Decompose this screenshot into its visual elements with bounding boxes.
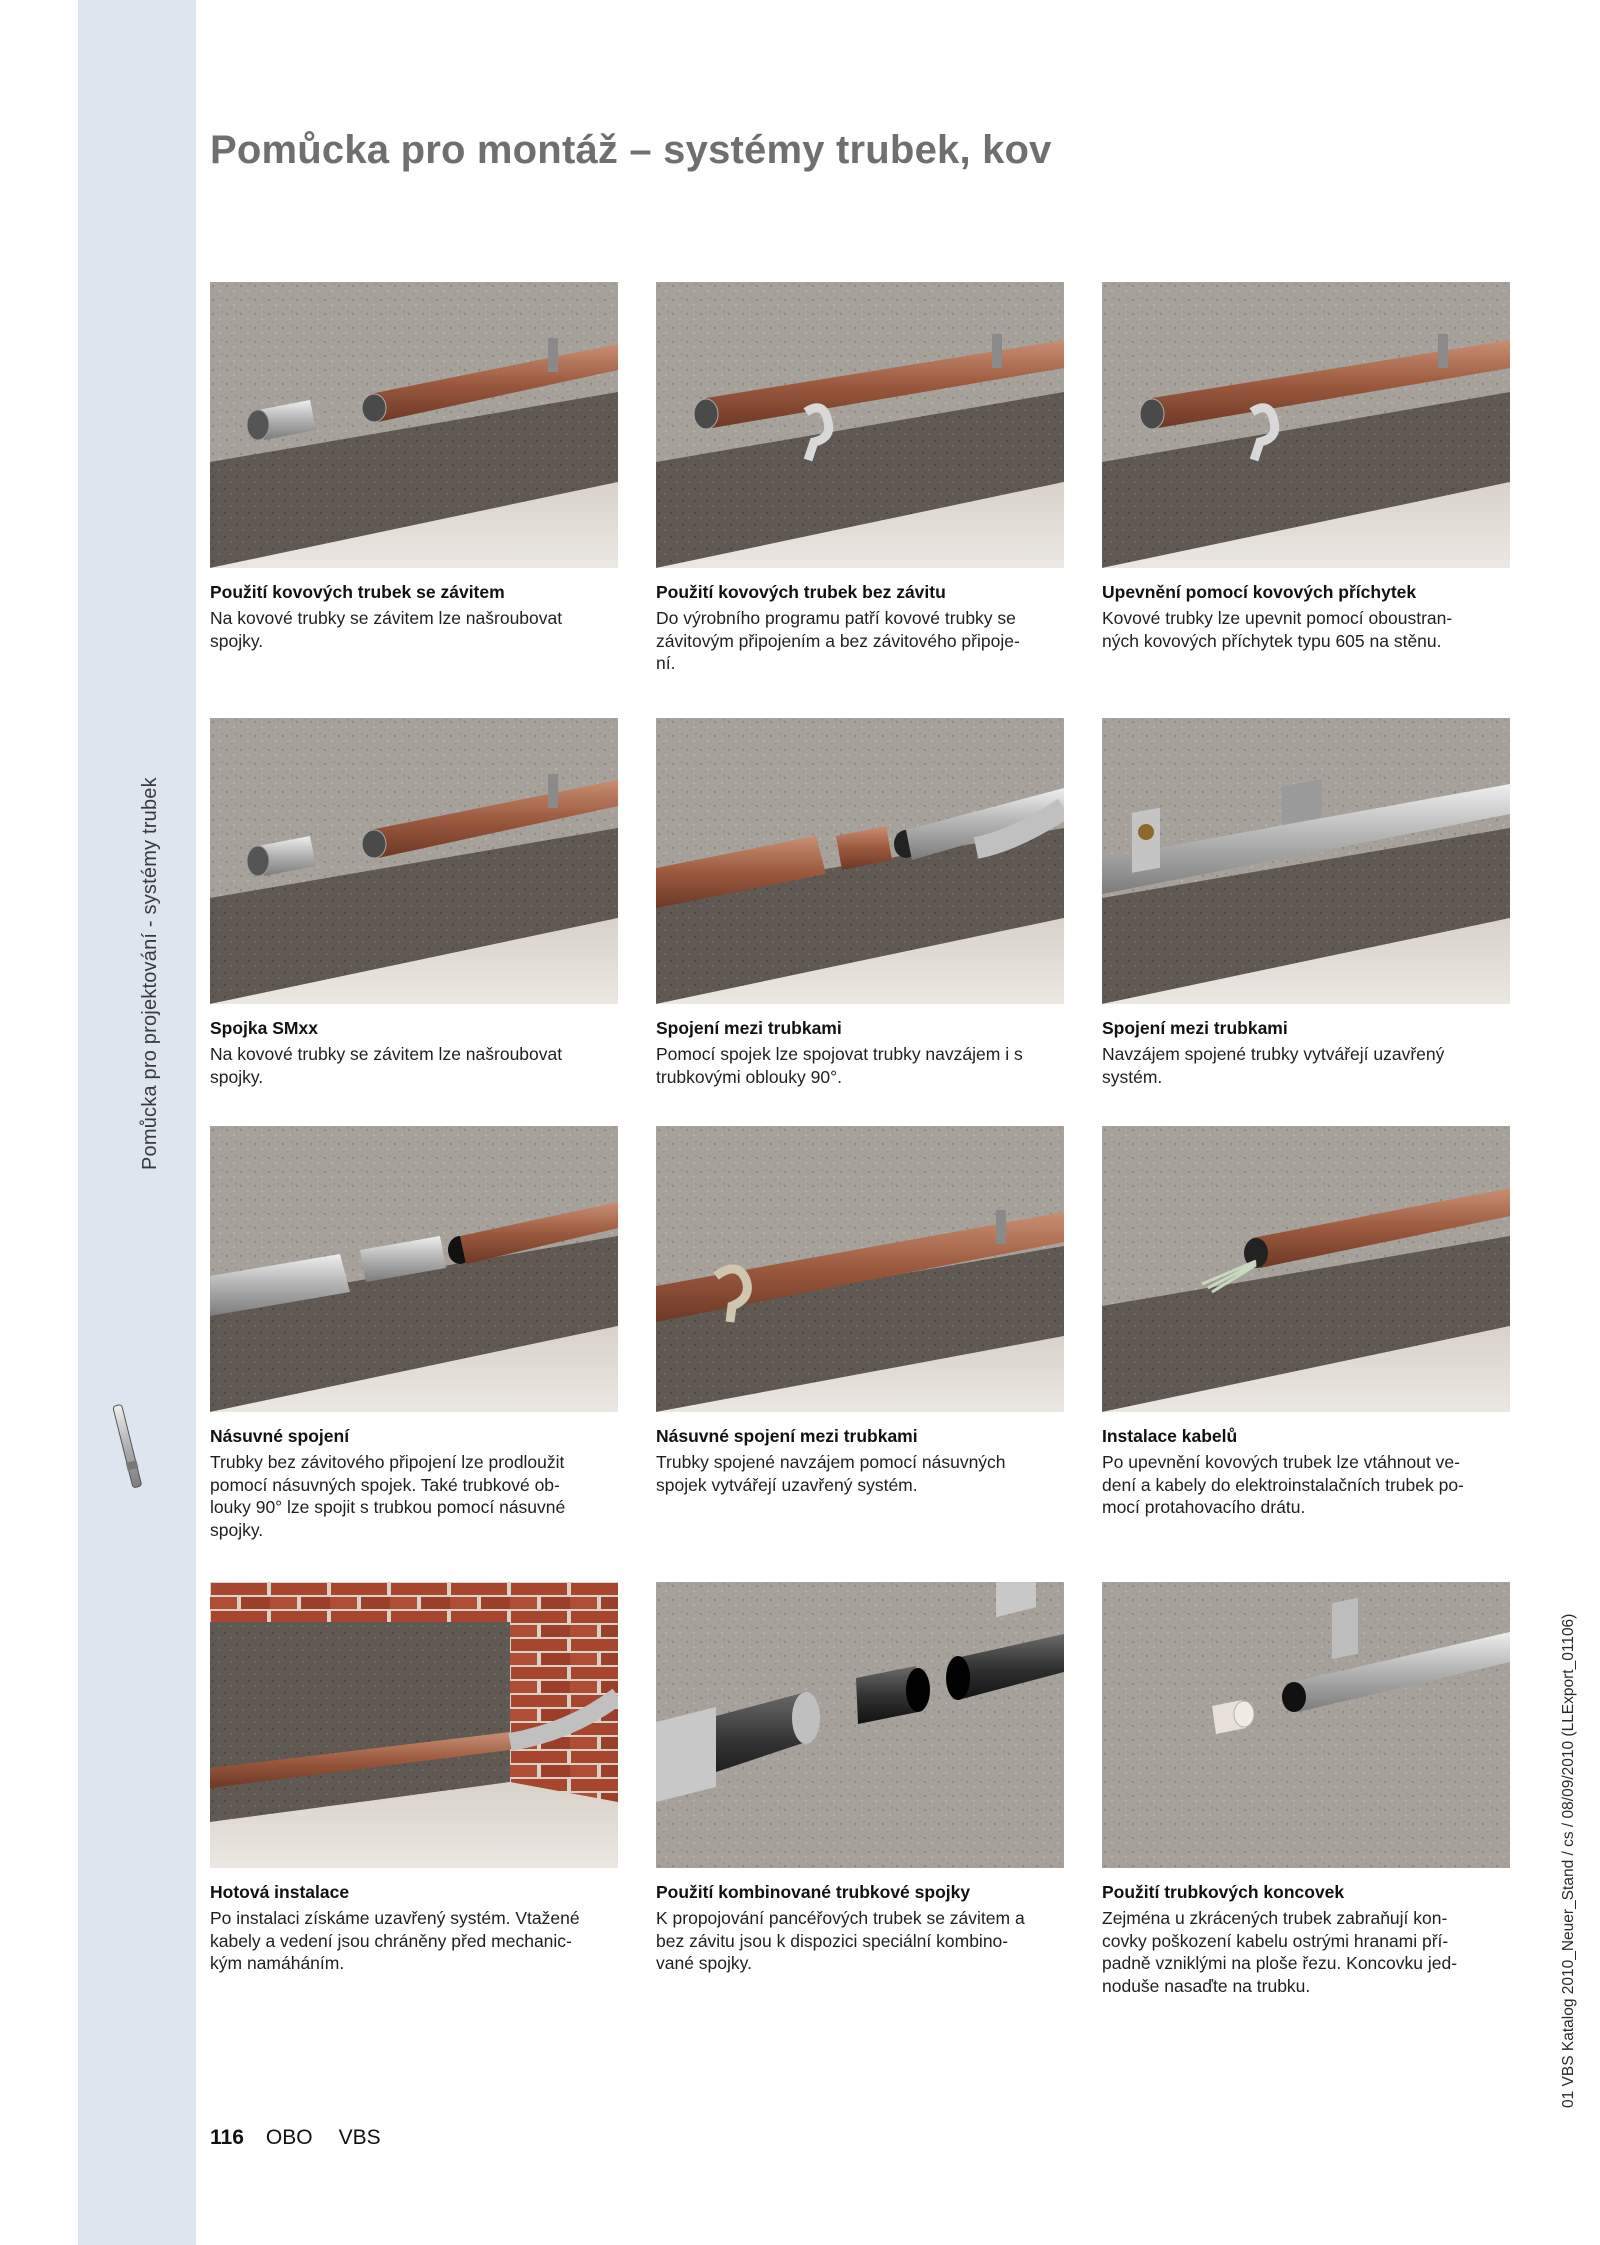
card-push-fit-between-pipes	[656, 1126, 1066, 1496]
photo-metal-clips	[1102, 282, 1510, 568]
photo-push-fit-joint	[210, 1126, 618, 1412]
card-text: Navzájem spojené trubky vytvářejí uzavřený systém.	[1102, 1044, 1445, 1087]
card-title: Instalace kabelů	[1102, 1426, 1238, 1446]
card-closed-system	[1102, 718, 1512, 1088]
brand-name: OBO	[265, 2126, 313, 2149]
card-end-caps	[1102, 1582, 1512, 1997]
card-text: Na kovové trubky se závitem lze našroubovat spojky.	[210, 608, 563, 651]
card-pipe-joints	[656, 718, 1066, 1088]
card-text: Trubky bez závitového připojení lze prodloužit pomocí násuvných spojek. Také trubkové ob- louky 90° lze spojit s trubkou pomocí násuvné spojky.	[210, 1452, 566, 1540]
card-title: Použití trubkových koncovek	[1102, 1882, 1345, 1902]
card-combined-coupling	[656, 1582, 1066, 1975]
photo-finished-installation	[210, 1582, 618, 1868]
card-title: Použití kombinované trubkové spojky	[656, 1882, 971, 1902]
card-text: Po upevnění kovových trubek lze vtáhnout ve- dení a kabely do elektroinstalačních trubek po- mocí protahovacího drátu.	[1102, 1452, 1464, 1517]
card-title: Násuvné spojení mezi trubkami	[656, 1426, 918, 1446]
card-title: Použití kovových trubek bez závitu	[656, 582, 946, 602]
card-text: Pomocí spojek lze spojovat trubky navzájem i s trubkovými oblouky 90°.	[656, 1044, 1023, 1087]
card-text: Na kovové trubky se závitem lze našroubovat spojky.	[210, 1044, 563, 1087]
card-metal-clips	[1102, 282, 1512, 652]
photo-unthreaded-pipes	[656, 282, 1064, 568]
card-title: Spojka SMxx	[210, 1018, 318, 1038]
card-threaded-pipes	[210, 282, 620, 652]
catalog-export-note: 01 VBS Katalog 2010_Neuer_Stand / cs / 08/09/2010 (LLExport_01106)	[1560, 1613, 1577, 2108]
card-text: Trubky spojené navzájem pomocí násuvných spojek vytvářejí uzavřený systém.	[656, 1452, 1006, 1495]
photo-cable-installation	[1102, 1126, 1510, 1412]
card-text: Do výrobního programu patří kovové trubky se závitovým připojením a bez závitového připoje- ní.	[656, 608, 1020, 673]
card-cable-installation	[1102, 1126, 1512, 1519]
photo-coupling-smxx	[210, 718, 618, 1004]
card-title: Hotová instalace	[210, 1882, 350, 1902]
card-title: Spojení mezi trubkami	[1102, 1018, 1288, 1038]
page-number: 116	[210, 2126, 244, 2149]
photo-closed-system	[1102, 718, 1510, 1004]
photo-threaded-pipes	[210, 282, 618, 568]
photo-end-caps	[1102, 1582, 1510, 1868]
card-unthreaded-pipes	[656, 282, 1066, 675]
card-text: Zejména u zkrácených trubek zabraňují kon- covky poškození kabelu ostrými hranami pří- padně vzniklými na ploše řezu. Koncovku jed- noduše nasaďte na trubku.	[1102, 1908, 1458, 1996]
card-text: Po instalaci získáme uzavřený systém. Vtažené kabely a vedení jsou chráněny před mechanic- kým namáháním.	[210, 1908, 580, 1973]
pipe-icon	[108, 1402, 148, 1492]
page-footer	[210, 2126, 381, 2150]
page-title: Pomůcka pro montáž – systémy trubek, kov	[210, 128, 1052, 172]
photo-push-fit-between-pipes	[656, 1126, 1064, 1412]
photo-pipe-joints	[656, 718, 1064, 1004]
card-title: Spojení mezi trubkami	[656, 1018, 842, 1038]
sidebar-band	[78, 0, 196, 2245]
card-finished-installation	[210, 1582, 620, 1975]
series-name: VBS	[338, 2126, 381, 2149]
card-title: Použití kovových trubek se závitem	[210, 582, 505, 602]
card-push-fit-joint	[210, 1126, 620, 1541]
card-title: Upevnění pomocí kovových příchytek	[1102, 582, 1417, 602]
card-text: K propojování pancéřových trubek se závitem a bez závitu jsou k dispozici speciální kombino- vané spojky.	[656, 1908, 1025, 1973]
card-coupling-smxx	[210, 718, 620, 1088]
photo-combined-coupling	[656, 1582, 1064, 1868]
side-label: Pomůcka pro projektování - systémy trubek	[139, 777, 161, 1170]
card-text: Kovové trubky lze upevnit pomocí oboustran- ných kovových příchytek typu 605 na stěnu.	[1102, 608, 1453, 651]
card-title: Násuvné spojení	[210, 1426, 350, 1446]
